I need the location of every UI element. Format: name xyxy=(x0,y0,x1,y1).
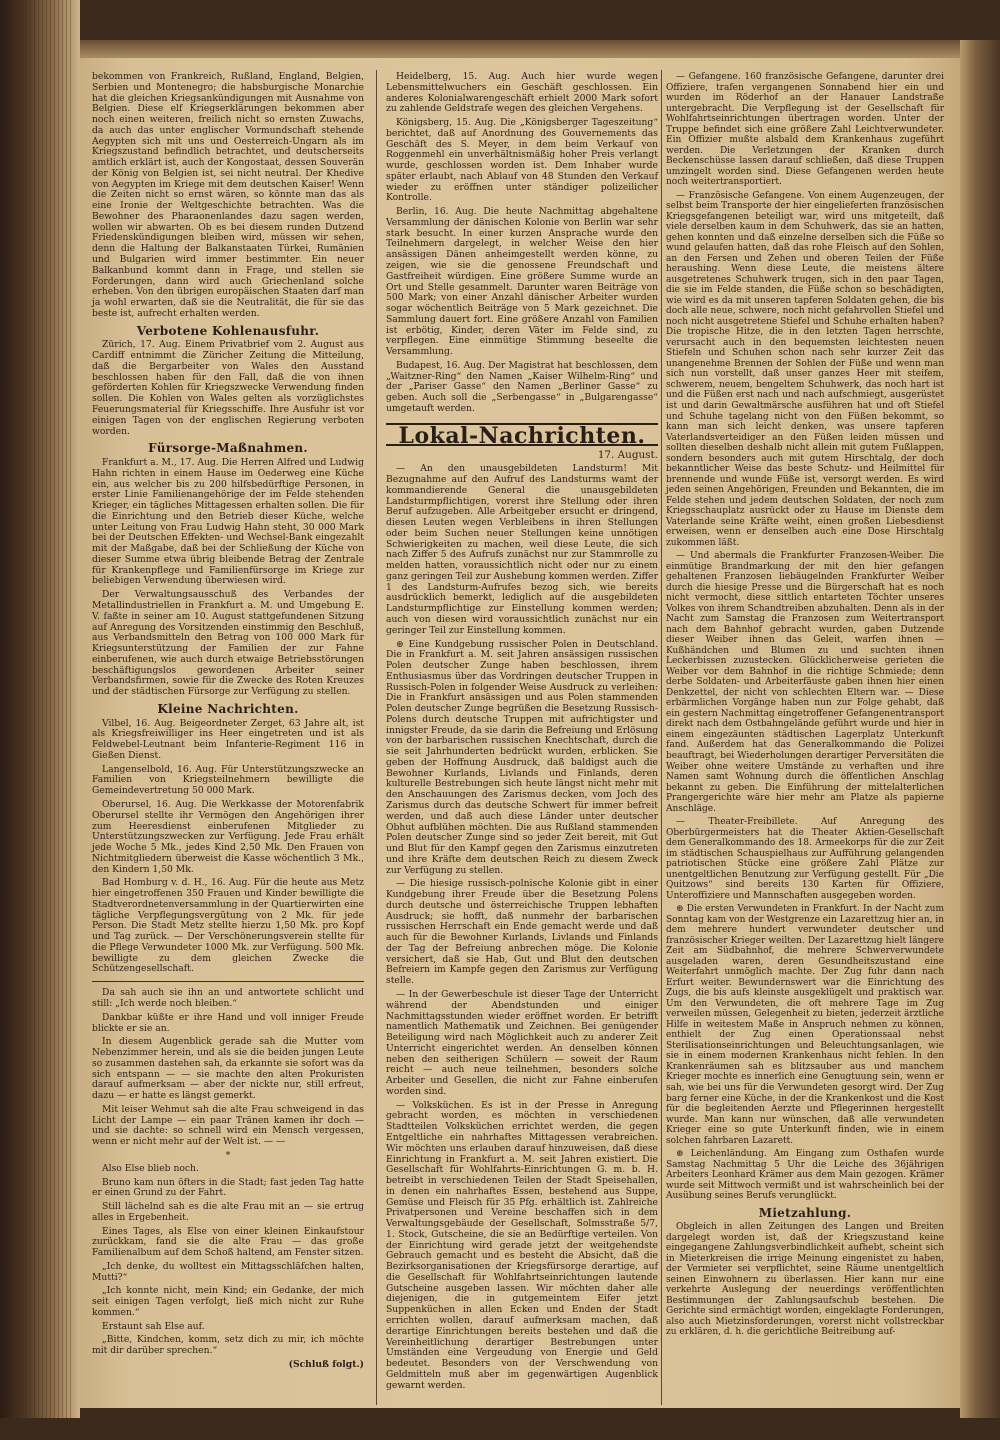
article-text: — Volksküchen. Es ist in der Presse in Anregung gebracht worden, es möchten in verschiedenen Stadtteilen Volksküchen errichtet werden, die gegen Entgeltliche ein nahrhaftes Mittagessen verabreichen. Wir möchten uns erlauben darauf hinzuweisen, daß diese Einrichtung in Frankfurt a. M. seit Jahren existiert. Die Gesellschaft für Wohlfahrts-Einrichtungen G. m. b. H. betreibt in verschiedenen Teilen der Stadt Speisehallen, in denen ein nahrhaftes Essen, bestehend aus Suppe, Gemüse und Fleisch für 35 Pfg. erhältlich ist. Zahlreiche Privatpersonen und Vereine beschaffen sich in dem Verwaltungsgebäude der Gesellschaft, Solmsstraße 5/7, 1. Stock, Gutscheine, die sie an Bedürftige verteilen. Von der Einrichtung wird gerade jetzt der weitgehendste Gebrauch gemacht und es besteht die Absicht, daß die Bezirksorganisationen der Kriegsfürsorge derartige, auf die Gesellschaft für Wohlfahrtseinrichtungen lautende Gutscheine ausgeben lassen. Wir möchten daher alle diejenigen, die in gutgemeintem Eifer jetzt Suppenküchen in allen Ecken und Enden der Stadt errichten wollen, darauf aufmerksam machen, daß derartige Einrichtungen bereits bestehen und daß die Vereinheitlichung derartiger Bestrebungen unter Umständen eine Vergeudung von Energie und Geld bedeutet. Besonders von der Verschwendung von Geldmitteln muß aber im gegenwärtigen Augenblick gewarnt werden. xyxy=(386,1099,658,1391)
column-1 xyxy=(92,72,364,1374)
article-text: Langenselbold, 16. Aug. Für Unterstützungszwecke an Familien von Kriegsteilnehmern bewilligte die Gemeindevertretung 50 000 Mark. xyxy=(92,763,364,797)
article-text: Der Verwaltungsausschuß des Verbandes der Metallindustriellen in Frankfurt a. M. und Umgebung E. V. faßte in seiner am 10. August stattgefundenen Sitzung auf Anregung des Vorsitzenden einstimmig den Beschluß, aus Verbandsmitteln den Betrag von 100 000 Mark für Kriegsunterstützung der Familien der zur Fahne einberufenen, wie auch durch etwaige Betriebsstörungen beschäftigungslos gewordenen Arbeiter seiner Verbandsfirmen, sowie für die Zwecke des Roten Kreuzes und der städtischen Fürsorge zur Verfügung zu stellen. xyxy=(92,589,364,698)
section-heading: Mietzahlung. xyxy=(758,1205,852,1220)
dateline: 17. August. xyxy=(597,448,658,461)
article-text: — Gefangene. 160 französische Gefangene, darunter drei Offiziere, trafen vergangenen Sonnabend hier ein und wurden im Röderhof an der Hanauer Landstraße untergebracht. Die Verpflegung ist der Gesellschaft für Wohlfahrtseinrichtungen übertragen worden. Unter der Truppe befindet sich eine größere Zahl Leichtverwundeter. Ein Offizier mußte alsbald dem Krankenhaus zugeführt werden. Die Verletzungen der Kranken durch Beckenschüsse lassen darauf schließen, daß diese Truppen umzingelt worden sind. Diese Gefangenen werden heute noch weitertransportiert. xyxy=(666,72,944,188)
article-text: Vilbel, 16. Aug. Beigeordneter Zerget, 63 Jahre alt, ist als Kriegsfreiwilliger ins Heer eingetreten und ist als Feldwebel-Leutnant beim Infanterie-Regiment 116 in Gießen Dienst. xyxy=(92,717,364,761)
article-text: ⊛ Die ersten Verwundeten in Frankfurt. In der Nacht zum Sonntag kam von der Westgrenze ein Lazarettzug hier an, in dem mehrere hundert verwundeter deutscher und französischer Krieger weilten. Der Lazarettzug hielt längere Zeit am Südbahnhof, die mehrere Schwerverwundete ausgeladen waren, deren Gesundheitszustand eine Weiterfahrt unmöglich machte. Der Zug fuhr dann nach Erfurt weiter. Bewundernswert war die Einrichtung des Zugs, die bis aufs kleinste ausgeklügelt und praktisch war. Um den Verwundeten, die oft mehrere Tage im Zug verweilen müssen, Gelegenheit zu bieten, jederzeit ärztliche Hilfe in weitestem Maße in Anspruch nehmen zu können, enthielt der Zug einen Operationssaal nebst Sterilisationseinrichtungen und Beleuchtungsanlagen, wie sie in einem modernen Krankenhaus nicht fehlen. In den Krankenräumen sah es blitzsauber aus und manchem Krieger mochte es innerlich eine Genugtuung sein, wenn er sah, wie bei uns für die Verwundeten gesorgt wird. Der Zug barg ferner eine Küche, in der die Krankenkost und die Kost für die begleitenden Aerzte und Pflegerinnen hergestellt wurde. Man kann nur wünschen, daß alle verwundeten Krieger eine so gute Unterkunft finden, wie in einem solchen fahrbaren Lazarett. xyxy=(666,904,944,1146)
article-text: Frankfurt a. M., 17. Aug. Die Herren Alfred und Ludwig Hahn richten in einem Hause im Oederweg eine Küche ein, aus welcher bis zu 200 hilfsbedürftige Personen, in erster Linie Familienangehörige der im Felde stehenden Krieger, ein tägliches Mittagessen erhalten sollen. Die für die Einrichtung und den Betrieb dieser Küche, welche unter Leitung von Frau Ludwig Hahn steht, 30 000 Mark bei der Deutschen Effekten- und Wechsel-Bank eingezahlt mit der Maßgabe, daß bei der Schließung der Küche von dieser Summe etwa übrig bleibende Betrag der Zentrale für Krankenpflege und Familienfürsorge im Kriege zur beliebigen Verwendung überwiesen wird. xyxy=(92,457,364,587)
asterisk-divider: * xyxy=(225,1149,231,1161)
story-text: Dankbar küßte er ihre Hand und voll inniger Freude blickte er sie an. xyxy=(92,1011,364,1034)
column-3 xyxy=(666,72,944,1341)
section-header-box xyxy=(386,422,658,449)
article-text: Obgleich in allen Zeitungen des Langen und Breiten dargelegt worden ist, daß der Kriegszustand keine eingegangene Zahlungsverbindlichkeit aufhebt, scheint sich in Mieterkreisen die irrige Meinung eingenistet zu haben, der Vermieter sei verpflichtet, seine Räume unentgeltlich seinen Einwohnern zu überlassen. Hier kann nur eine verkehrte Auslegung der neuerdings veröffentlichten Bestimmungen der Zahlungsaufschub bestehen. Die Gerichte sind ermächtigt worden, eingeklagte Forderungen, also auch Mietzinsforderungen, vorerst nicht vollstreckbar zu erklären, d. h. die gerichtliche Beitreibung auf- xyxy=(666,1222,944,1338)
story-text: Still lächelnd sah es die alte Frau mit an — sie ertrug alles in Ergebenheit. xyxy=(92,1201,364,1223)
story-text: „Bitte, Kindchen, komm, setz dich zu mir, ich möchte mit dir darüber sprechen.“ xyxy=(92,1334,364,1357)
article-text: Budapest, 16. Aug. Der Magistrat hat beschlossen, dem „Waitzner-Ring“ den Namen „Kaiser Wilhelm-Ring“ und der „Pariser Gasse“ den Namen „Berliner Gasse“ zu geben. Auch soll die „Serbengasse“ in „Bulgarengasse“ umgetauft werden. xyxy=(386,359,658,414)
story-text: „Ich denke, du wolltest ein Mittagsschläfchen halten, Mutti?“ xyxy=(92,1260,364,1283)
serial-story xyxy=(92,988,364,1371)
article-text: Heidelberg, 15. Aug. Auch hier wurde wegen Lebensmittelwuchers ein Geschäft geschlossen. Ein anderes Kolonialwarengeschäft erhielt 2000 Mark sofort zu zahlende Geldstrafe wegen des gleichen Vergehens. xyxy=(386,71,658,115)
article-text: ⊛ Leichenländung. Am Eingang zum Osthafen wurde Samstag Nachmittag 5 Uhr die Leiche des 36jährigen Arbeiters Leonhard Krämer aus dem Main gezogen. Krämer wurde seit Mittwoch vermißt und ist wahrscheinlich bei der Ausübung seines Berufs verunglückt. xyxy=(666,1149,944,1202)
story-text: In diesem Augenblick gerade sah die Mutter vom Nebenzimmer herein, und als sie die beiden jungen Leute so zusammen dastehen sah, da erkannte sie sofort was da sich entspann — — sie machte den alten Prokuristen darauf aufmerksam — aber der nickte nur, still erfreut, dazu — er hatte es längst gemerkt. xyxy=(92,1036,364,1102)
to-be-continued: (Schluß folgt.) xyxy=(288,1358,364,1370)
story-text: Also Else blieb noch. xyxy=(102,1162,199,1174)
article-text: — Die hiesige russisch-polnische Kolonie gibt in einer Kundgebung ihrer Freude über die Besetzung Polens durch deutsche und österreichische Truppen lebhaften Ausdruck; sie hofft, daß nunmehr der barbarischen russischen Herrschaft ein Ende gemacht werde und daß auch für die Bewohner Kurlands, Livlands und Finlands der Tag der Befreiung anbrechen möge. Die Kolonie versichert, daß sie Hab, Gut und Blut den deutschen Befreiern im Kampfe gegen den Zarismus zur Verfügung stelle. xyxy=(386,878,658,987)
section-title: Lokal-Nachrichten. xyxy=(398,422,646,449)
column-rule xyxy=(376,70,377,1405)
section-heading: Verbotene Kohlenausfuhr. xyxy=(136,323,320,338)
story-text: Mit leiser Wehmut sah die alte Frau schweigend in das Licht der Lampe — ein paar Tränen kamen ihr doch — und sie dachte: so schnell wird ein Mensch vergessen, wenn er nicht mehr auf der Welt ist. — — xyxy=(92,1103,364,1148)
article-text: Bad Homburg v. d. H., 16. Aug. Für die heute aus Metz hier eingetroffenen 350 Frauen und Kinder bewilligte die Stadtverordnetenversammlung in der Quartierwirten eine tägliche Verpflegungsvergütung von 2 Mk. für jede Person. Die Stadt Metz stellte hierzu 1,50 Mk. pro Kopf und Tag zurück. — Der Verschönerungsverein stellte für die Pflege Verwundeter 1000 Mk. zur Verfügung. 500 Mk. bewilligte zu dem gleichen Zwecke die Schützengesellschaft. xyxy=(92,877,364,975)
facing-page-edge xyxy=(960,40,1000,1418)
article-text: Königsberg, 15. Aug. Die „Königsberger Tageszeitung“ berichtet, daß auf Anordnung des Gouvernements das Geschäft des S. Meyer, in dem beim Verkauf von Roggenmehl ein unverhältnismäßig hoher Preis verlangt wurde, geschlossen worden ist. Dem Inhaber wurde später erlaubt, nach Ablauf von 48 Stunden den Verkauf wieder zu eröffnen unter ständiger polizeilicher Kontrolle. xyxy=(386,117,658,204)
column-rule xyxy=(661,70,662,1405)
story-text: Erstaunt sah Else auf. xyxy=(102,1320,205,1332)
story-text: Eines Tages, als Else von einer kleinen Einkaufstour zurückkam, fand sie die alte Frau — das große Familienalbum auf dem Schoß haltend, am Fenster sitzen. xyxy=(92,1225,364,1259)
article-text: ⊛ Eine Kundgebung russischer Polen in Deutschland. Die in Frankfurt a. M. seit Jahren ansässigen russischen Polen deutscher Zunge haben beschlossen, ihrem Enthusiasmus über das Vordringen deutscher Truppen in Russisch-Polen in folgender Weise Ausdruck zu verleihen: Die in Frankfurt ansässigen und aus Polen stammenden Polen deutscher Zunge begrüßen die Besetzung Russisch-Polens durch deutsche Truppen mit aufrichtigster und innigster Freude, da sie darin die Befreiung und Erlösung von der barbarischen russischen Knechtschaft, durch die sie seit Jahrhunderten bedrückt wurden, erblicken. Sie geben der Hoffnung Ausdruck, daß baldigst auch die Bewohner Kurlands, Livlands und Finlands, deren kulturelle Bestrebungen sich heute längst nicht mehr mit den Anschauungen des Zarismus decken, vom Joch des Zarismus durch das deutsche Schwert für immer befreit werden, und daß auch diese Länder unter deutscher Obhut aufblühen möchten. Die aus Rußland stammenden Polen deutscher Zunge sind so jeder Zeit bereit, mit Gut und Blut für den Kampf gegen den Zarismus einzutreten und ihre Kräfte dem deutschen Reich zu diesem Zweck zur Verfügung zu stellen. xyxy=(386,638,658,876)
article-text: — Französische Gefangene. Von einem Augenzeugen, der selbst beim Transporte der hier eingelieferten französischen Kriegsgefangenen beteiligt war, wird uns mitgeteilt, daß viele derselben kaum in dem Schuhwerk, das sie an hatten, gehen konnten und daß einzelne derselben sich die Füße so wund gelaufen hatten, daß das rohe Fleisch auf den Sohlen, an den Fersen und Zehen und oberen Teilen der Füße heraushing. Wenn diese Leute, die meistens ältere ausgetretenes Schuhwerk trugen, sich in den paar Tagen, die sie im Felde standen, die Füße schon so beschädigten, wie wird es da mit unseren tapferen Soldaten gehen, die bis doch alle neue, schwere, noch nicht gefahrvollen Stiefel und noch nicht ausgetretene Stiefel und Schuhe erhalten haben? Die tropische Hitze, die in den letzten Tagen herrschte, verursacht auch in den bequemsten leichtesten neuen Stiefeln und Schuhen schon nach sehr kurzer Zeit das unangenehme Brennen der Sohlen der Füße und wenn man sich nun vorstellt, daß unser ganzes Heer mit steifem, schwerem, neuem, bengeltem Schuhwerk, das noch hart ist und die Füßen erst nach und nach aufschmiegt, ausgerüstet ist und darin Gewaltmärsche ausführen hat und oft Stiefel und Schuhe tagelang nicht von den Füßen bekommt, so kann man sich leicht denken, was unsere tapferen Vaterlandsverteidiger an den Füßen leiden müssen und sollten dieselben deshalb nicht allein mit gutem Fußlappen, sondern besonders auch mit gutem Hirschtalg, der doch bekanntlicher Weise das beste Schutz- und Heilmittel für brennende und wunde Füße ist, versorgt werden. Es wird jeden seinen Angehörigen, Freunden und Bekannten, die im Felde stehen und jedem deutschen Soldaten, der noch zum Kriegsschauplatz ausrückt oder zu Hause im Dienste dem Vaterlande seine Kräfte weiht, einen großen Liebesdienst erweisen, wenn er denselben auch eine Dose Hirschtalg zukommen läßt. xyxy=(666,190,944,548)
column-2 xyxy=(386,72,658,1394)
article-text: — In der Gewerbeschule ist dieser Tage der Unterricht während der Abendstunden und einiger Nachmittagsstunden wieder eröffnet worden. Er betrifft namentlich Mathematik und Zeichnen. Bei genügender Beteiligung wird nach Möglichkeit auch zu anderer Zeit Unterricht eingerichtet werden. An denselben können neben den seitherigen Schülern — soweit der Raum reicht — auch neue teilnehmen, besonders solche Arbeiter und Gesellen, die nicht zur Fahne einberufen worden sind. xyxy=(386,989,658,1097)
article-text: bekommen von Frankreich, Rußland, England, Belgien, Serbien und Montenegro; die habsburgische Monarchie hat die gleichen Kriegsankündigungen mit Ausnahme von Belgien. Diese elf Kriegserklärungen bekommen aber noch einen weiteren, freilich nicht so ernsten Zuwachs, da auch das unter englischer Vormundschaft stehende Aegypten sich mit uns und Oesterreich-Ungarn als im Kriegszustand befindlich betrachtet, und deutscherseits amtlich erklärt ist, auch der Kongostaat, dessen Souverän der König von Belgien ist, sei nicht neutral. Der Khedive von Aegypten im Kriege mit dem deutschen Kaiser! Wenn die Zeiten nicht so ernst wären, so könnte man das als eine Ironie der Weltgeschichte betrachten. Was die Bewohner des Pharaonenlandes dazu sagen werden, wollen wir abwarten. Ob es bei diesem runden Dutzend Friedenskündigungen bleiben wird, müssen wir sehen, denn die Haltung der Balkanstaaten Türkei, Rumänien und Bulgarien wird immer bestimmter. Ein neuer Balkanbund kommt dann in Frage, und stellen sie Forderungen, dann wird auch Griechenland solche erheben. Von den übrigen europäischen Staaten darf man ja wohl erwarten, daß sie die Neutralität, die für sie das beste ist, aufrecht erhalten werden. xyxy=(92,71,364,319)
book-spine xyxy=(0,0,80,1418)
article-text: — An den unausgebildeten Landsturm! Mit Bezugnahme auf den Aufruf des Landsturms wamt der kommandierende General die unausgebildeten Landsturmpflichtigen, vorerst ihre Stellung oder ihren Beruf aufzugeben. Alle Arbeitgeber ersucht er dringend, diesen Leuten wegen Verbleibens in ihren Stellungen oder beim Suchen neuer Stellungen keine unnötigen Schwierigkeiten zu machen, weil diese Leute, die sich nach Ziffer 5 des Aufrufs zunächst nur zur Stammrolle zu melden hatten, voraussichtlich nicht oder nur zu einem ganz geringen Teil zur Aushebung kommen werden. Ziffer 1 des Landsturm-Aufrufes bezog sich, wie bereits ausdrücklich bemerkt, lediglich auf die ausgebildeten Landsturmpflichtige zur Einstellung kommen werden; auch von diesen wird voraussichtlich zunächst nur ein geringer Teil zur Einstellung kommen. xyxy=(386,463,658,636)
story-text: „Ich konnte nicht, mein Kind; ein Gedanke, der mich seit einigen Tagen verfolgt, ließ mich nicht zur Ruhe kommen.“ xyxy=(92,1285,364,1318)
story-text: Da sah auch sie ihn an und antwortete schlicht und still: „Ich werde noch bleiben.“ xyxy=(92,987,364,1010)
section-heading: Kleine Nachrichten. xyxy=(157,701,299,716)
story-text: Bruno kam nun öfters in die Stadt; fast jeden Tag hatte er einen Grund zu der Fahrt. xyxy=(92,1176,364,1199)
section-heading: Fürsorge-Maßnahmen. xyxy=(148,441,308,456)
article-text: Berlin, 16. Aug. Die heute Nachmittag abgehaltene Versammlung der dänischen Kolonie von Berlin war sehr stark besucht. In einer kurzen Ansprache wurde den Teilnehmern dargelegt, in welcher Weise den hier ansässigen Dänen anheimgestellt werden könne, zu zeigen, wie sie die genossene Freundschaft und Gastfreiheit würdigen. Eine größere Summe wurde an Ort und Stelle gesammelt. Darunter waren Beiträge von 500 Mark; von einer Anzahl dänischer Arbeiter wurden sogar wöchentlich Beiträge von 5 Mark gezeichnet. Die Sammlung dauert fort. Eine größere Anzahl von Familien ist erbötig, Kinder, deren Väter im Felde sind, zu verpflegen. Eine einmütige Stimmung beseelte die Versammlung. xyxy=(386,206,658,358)
divider xyxy=(92,981,364,982)
article-text: Zürich, 17. Aug. Einem Privatbrief vom 2. August aus Cardiff entnimmt die Züricher Zeitung die Mitteilung, daß die Bergarbeiter von Wales den Ausstand beschlossen haben für den Fall, daß die von ihnen geförderten Kohlen für Kriegszwecke Verwendung finden sollen. Die Kohlen von Wales gelten als vorzüglichstes Feuerungsmaterial für Kriegsschiffe. Ihre Ausfuhr ist vor einigen Tagen von der englischen Regierung verboten worden. xyxy=(92,339,364,437)
article-text: Oberursel, 16. Aug. Die Werkkasse der Motorenfabrik Oberursel stellte ihr Vermögen den Angehörigen ihrer zum Heeresdienst einberufenen Mitglieder zu Unterstützungszwecken zur Verfügung. Jede Frau erhält jede Woche 5 Mk., jedes Kind 2,50 Mk. Den Frauen von Nichtmitgliedern überweist die Kasse wöchentlich 3 Mk., den Kindern 1,50 Mk. xyxy=(92,799,364,875)
article-text: — Theater-Freibillete. Auf Anregung des Oberbürgermeisters hat die Theater Aktien-Gesellschaft dem Generalkommando des 18. Armeekorps für die zur Zeit im städtischen Schauspielhaus zur Aufführung gelangenden patriotischen Stücke eine größere Zahl Plätze zur unentgeltlichen Benutzung zur Verfügung gestellt. Für „Die Quitzows“ sind bereits 130 Karten für Offiziere, Unteroffiziere und Mannschaften ausgegeben worden. xyxy=(666,817,944,901)
article-text: — Und abermals die Frankfurter Franzosen-Weiber. Die einmütige Brandmarkung der mit den hier gefangen gehaltenen Franzosen liebäugelnden Frankfurter Weiber durch die hiesige Presse und die Bürgerschaft hat es noch nicht vermocht, diese sittlich entarteten Töchter unseres Volkes von ihrem Schandtreiben abzuhalten. Denn als in der Nacht zum Samstag die Franzosen zum Weitertransport nach dem Bahnhof gebracht wurden, gaben Dutzende dieser Weiber ihnen das Geleit, warfen ihnen — Kußhändchen und Blumen zu und suchten ihnen Leckerbissen zuzustecken. Glücklicherweise gerieten die Weiber vor dem Bahnhof in die richtige Schmiede; denn derbe Soldaten- und Arbeiterfäuste gaben ihnen hier einen Denkzettel, der nicht von schlechten Eltern war. — Diese erbärmlichen Vorgänge haben nun zur Folge gehabt, daß ein gestern Nachmittag eingetroffener Gefangenentransport direkt nach dem Ostbahngelände geführt wurde und hier in einem eingezäunten städtischen Lagerplatz Unterkunft fand. Außerdem hat das Generalkommando die Polizei beauftragt, bei Wiederholungen derartiger Perversitäten die Weiber ohne weitere Umstände zu verhaften und ihre Namen samt Wohnung durch die öffentlichen Anschlag bekannt zu geben. Die Einführung der mittelalterlichen Prangergerichte wäre hier mehr am Platze als papierne Anschläge. xyxy=(666,551,944,814)
